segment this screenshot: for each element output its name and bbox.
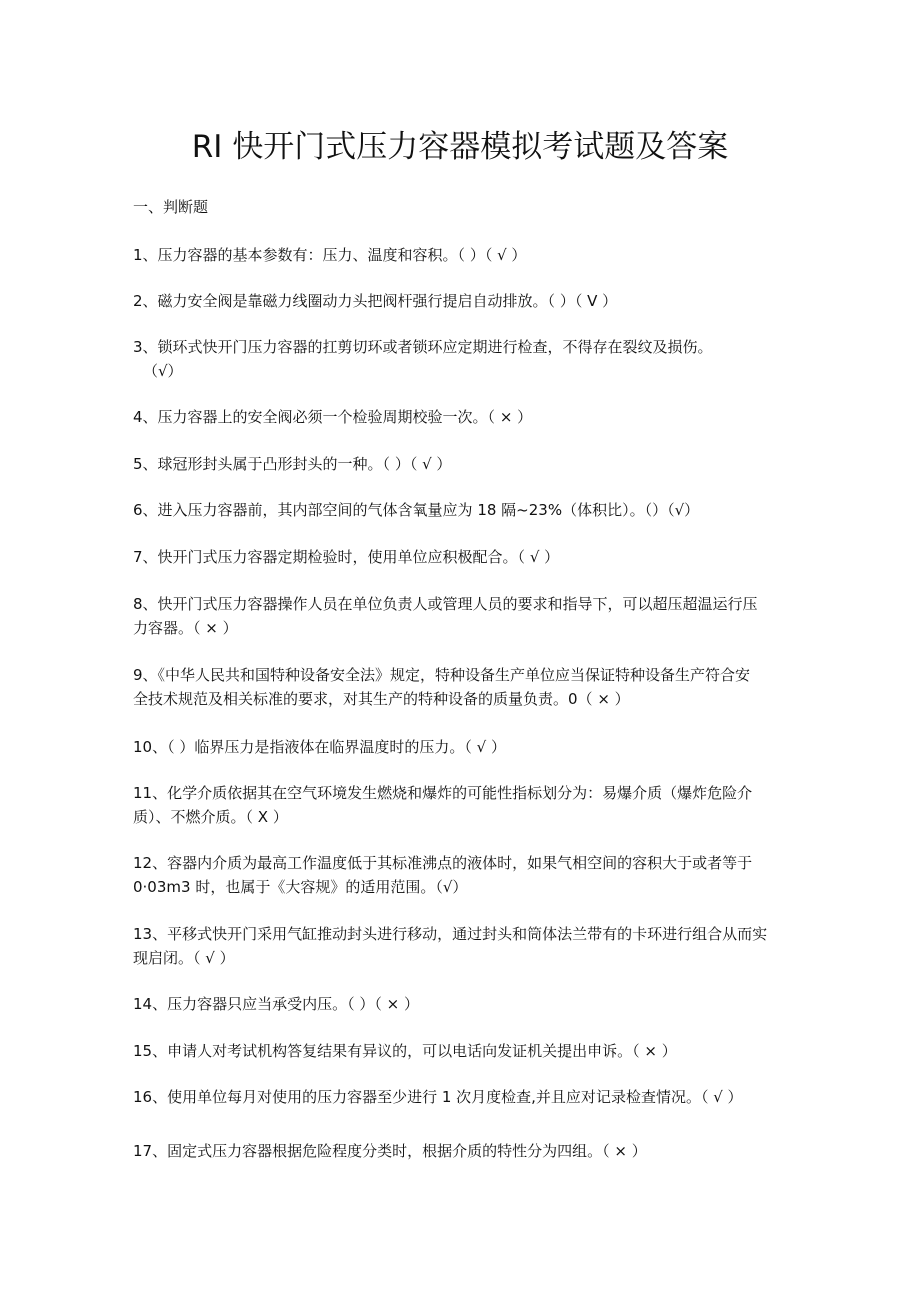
- question-11: [133, 781, 793, 829]
- question-line: 9、《中华人民共和国特种设备安全法》规定，特种设备生产单位应当保证特种设备生产符合安: [133, 666, 751, 684]
- question-line: 14、压力容器只应当承受内压。（ ）（ × ）: [133, 995, 419, 1013]
- question-line: 13、平移式快开门采用气缸推动封头进行移动，通过封头和筒体法兰带有的卡环进行组合从而实: [133, 925, 768, 943]
- question-line: 6、进入压力容器前，其内部空间的气体含氧量应为 18 隔~23%（体积比）。（）（√）: [133, 501, 700, 519]
- question-10: [133, 735, 793, 759]
- question-line: 现启闭。（ √ ）: [133, 949, 235, 967]
- question-1: [133, 243, 793, 267]
- question-line: 15、申请人对考试机构答复结果有异议的，可以电话向发证机关提出申诉。（ × ）: [133, 1042, 677, 1060]
- question-17: [133, 1139, 793, 1163]
- question-line: 1、压力容器的基本参数有：压力、温度和容积。（ ）（ √ ）: [133, 246, 527, 264]
- question-12: [133, 851, 793, 899]
- question-8: [133, 592, 793, 640]
- section-heading: 一、判断题: [133, 198, 209, 216]
- question-7: [133, 545, 793, 569]
- question-line: 17、固定式压力容器根据危险程度分类时，根据介质的特性分为四组。（ × ）: [133, 1142, 647, 1160]
- question-line: 2、磁力安全阀是靠磁力线圈动力头把阀杆强行提启自动排放。（ ）（ V ）: [133, 292, 618, 310]
- question-2: [133, 289, 793, 313]
- question-14: [133, 992, 793, 1016]
- question-15: [133, 1039, 793, 1063]
- question-16: [133, 1085, 793, 1109]
- question-line: 0·03m3 时，也属于《大容规》的适用范围。（√）: [133, 878, 468, 896]
- question-line: 质）、不燃介质。（ X ）: [133, 808, 288, 826]
- question-5: [133, 452, 793, 476]
- question-line: 3、锁环式快开门压力容器的扛剪切环或者锁环应定期进行检查，不得存在裂纹及损伤。: [133, 338, 713, 356]
- question-3: [133, 335, 793, 383]
- question-9: [133, 663, 793, 711]
- question-line: 5、球冠形封头属于凸形封头的一种。（ ）（ √ ）: [133, 455, 452, 473]
- document-title: RI 快开门式压力容器模拟考试题及答案: [191, 129, 729, 165]
- question-line: 4、压力容器上的安全阀必须一个检验周期校验一次。（ × ）: [133, 408, 533, 426]
- question-line: 11、化学介质依据其在空气环境发生燃烧和爆炸的可能性指标划分为：易爆介质（爆炸危险介: [133, 784, 753, 802]
- question-line: 全技术规范及相关标准的要求，对其生产的特种设备的质量负责。0（ × ）: [133, 690, 630, 708]
- question-line: 力容器。（ × ）: [133, 619, 238, 637]
- question-line: 12、容器内介质为最高工作温度低于其标准沸点的液体时，如果气相空间的容积大于或者等于: [133, 854, 753, 872]
- question-line: 10、（ ）临界压力是指液体在临界温度时的压力。（ √ ）: [133, 738, 506, 756]
- question-6: [133, 498, 793, 522]
- question-line: 16、使用单位每月对使用的压力容器至少进行 1 次月度检查,并且应对记录检查情况。（ √ ）: [133, 1088, 743, 1106]
- question-4: [133, 405, 793, 429]
- question-line: 7、快开门式压力容器定期检验时，使用单位应积极配合。（ √ ）: [133, 548, 560, 566]
- question-line: （√）: [143, 362, 183, 380]
- question-13: [133, 922, 793, 970]
- question-line: 8、快开门式压力容器操作人员在单位负责人或管理人员的要求和指导下，可以超压超温运行压: [133, 595, 758, 613]
